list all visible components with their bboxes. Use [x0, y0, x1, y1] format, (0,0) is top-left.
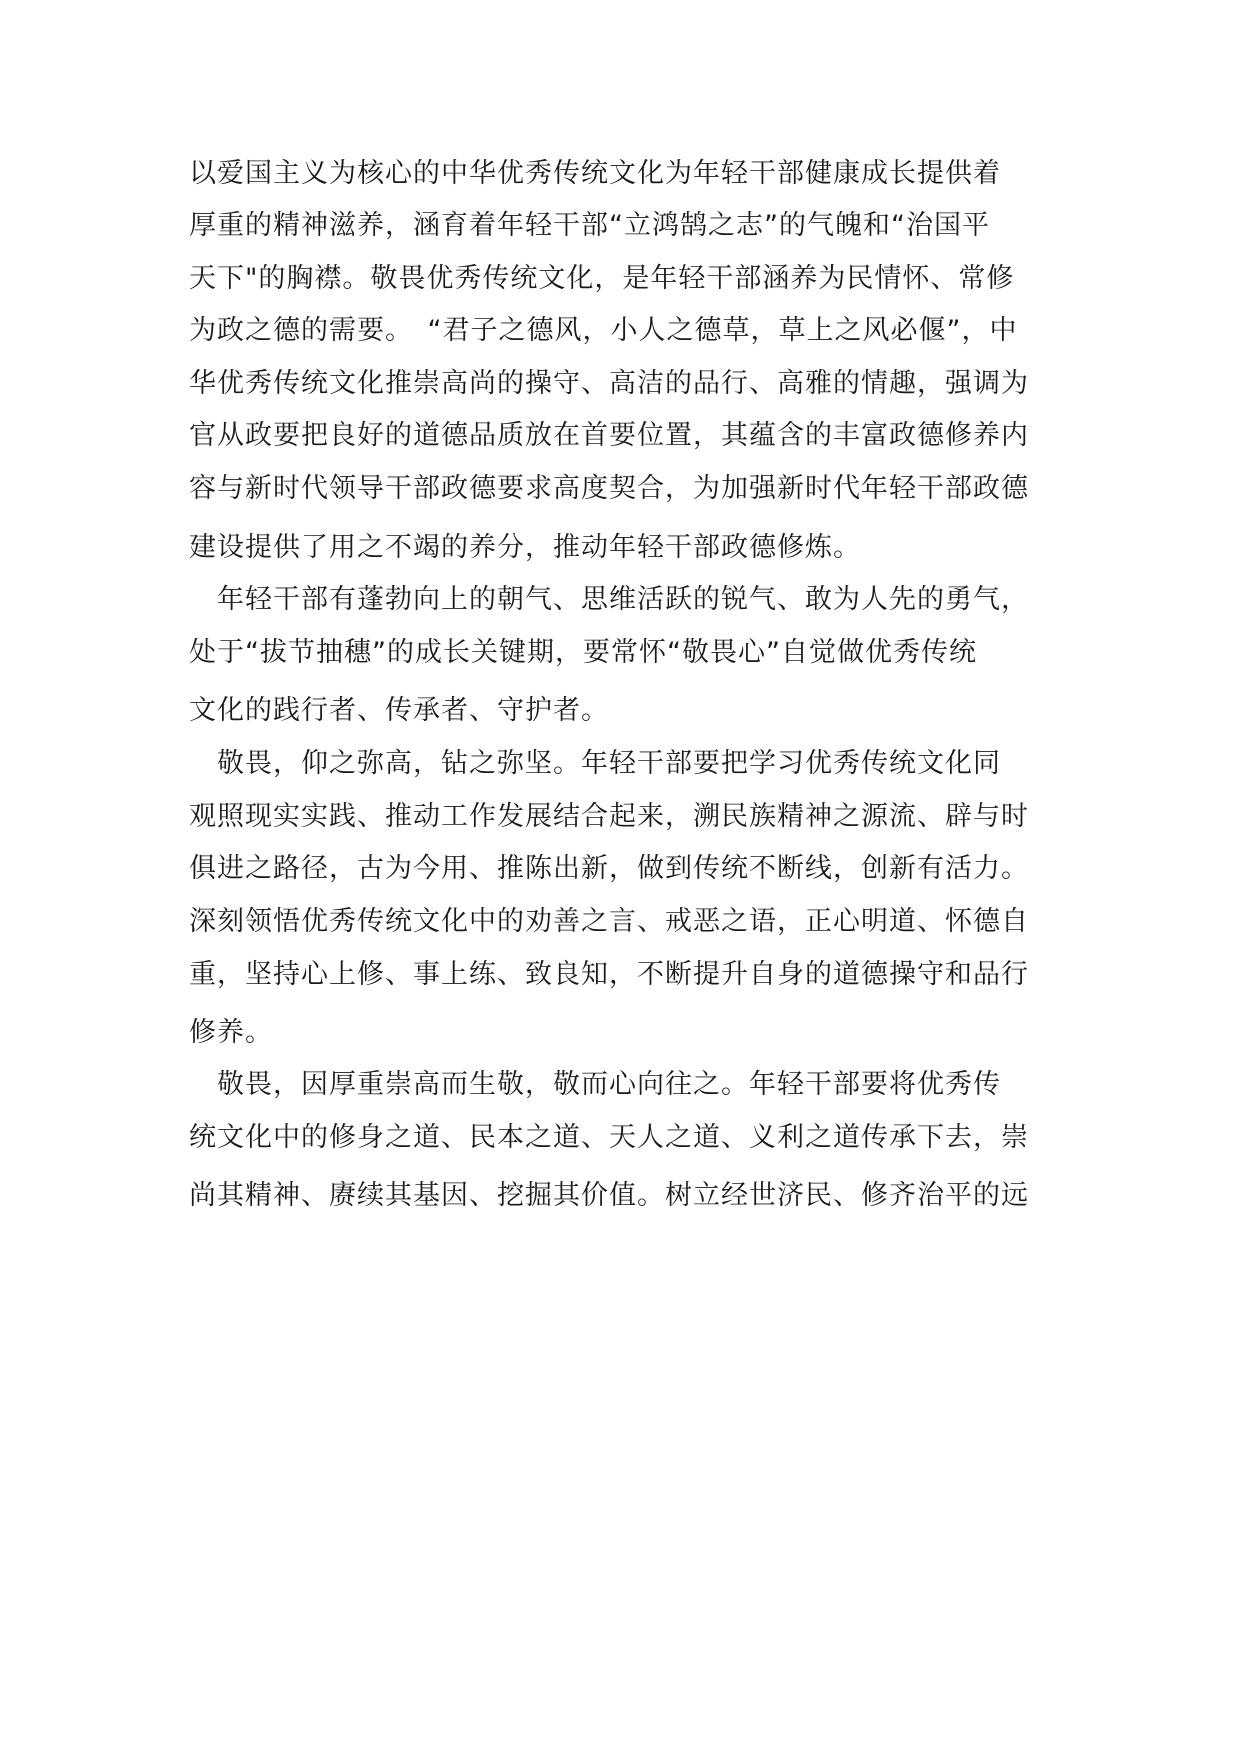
- text-line: 以爱国主义为核心的中华优秀传统文化为年轻干部健康成长提供着: [189, 158, 1001, 189]
- text-line: 处于“拔节抽穗”的成长关键期，要常怀“敬畏心”自觉做优秀传统: [189, 637, 977, 668]
- text-line: 华优秀传统文化推崇高尚的操守、高洁的品行、高雅的情趣，强调为: [189, 368, 1029, 399]
- text-line: 建设提供了用之不竭的养分，推动年轻干部政德修炼。: [189, 532, 861, 563]
- text-line: 天下"的胸襟。敬畏优秀传统文化，是年轻干部涵养为民情怀、常修: [189, 263, 1015, 294]
- text-line: 俱进之路径，古为今用、推陈出新，做到传统不断线，创新有活力。: [189, 853, 1029, 884]
- text-line: 统文化中的修身之道、民本之道、天人之道、义利之道传承下去，崇: [189, 1122, 1029, 1153]
- text-line: 为政之德的需要。 “君子之德风，小人之德草，草上之风必偃”，中: [189, 315, 1018, 346]
- text-line: 观照现实实践、推动工作发展结合起来，溯民族精神之源流、辟与时: [189, 801, 1029, 832]
- text-line: 厚重的精神滋养，涵育着年轻干部“立鸿鹄之志”的气魄和“治国平: [189, 210, 990, 241]
- text-line: 年轻干部有蓬勃向上的朝气、思维活跃的锐气、敢为人先的勇气，: [189, 584, 1029, 615]
- text-line: 修养。: [189, 1017, 273, 1048]
- text-line: 文化的践行者、传承者、守护者。: [189, 695, 609, 726]
- text-line: 容与新时代领导干部政德要求高度契合，为加强新时代年轻干部政德: [189, 473, 1029, 504]
- text-line: 官从政要把良好的道德品质放在首要位置，其蕴含的丰富政德修养内: [189, 420, 1029, 451]
- text-line: 敬畏，因厚重崇高而生敬，敬而心向往之。年轻干部要将优秀传: [189, 1069, 1001, 1100]
- text-line: 重，坚持心上修、事上练、致良知，不断提升自身的道德操守和品行: [189, 959, 1029, 990]
- text-line: 敬畏，仰之弥高，钻之弥坚。年轻干部要把学习优秀传统文化同: [189, 748, 1001, 779]
- text-line: 深刻领悟优秀传统文化中的劝善之言、戒恶之语，正心明道、怀德自: [189, 906, 1029, 937]
- text-line: 尚其精神、赓续其基因、挖掘其价值。树立经世济民、修齐治平的远: [189, 1180, 1029, 1211]
